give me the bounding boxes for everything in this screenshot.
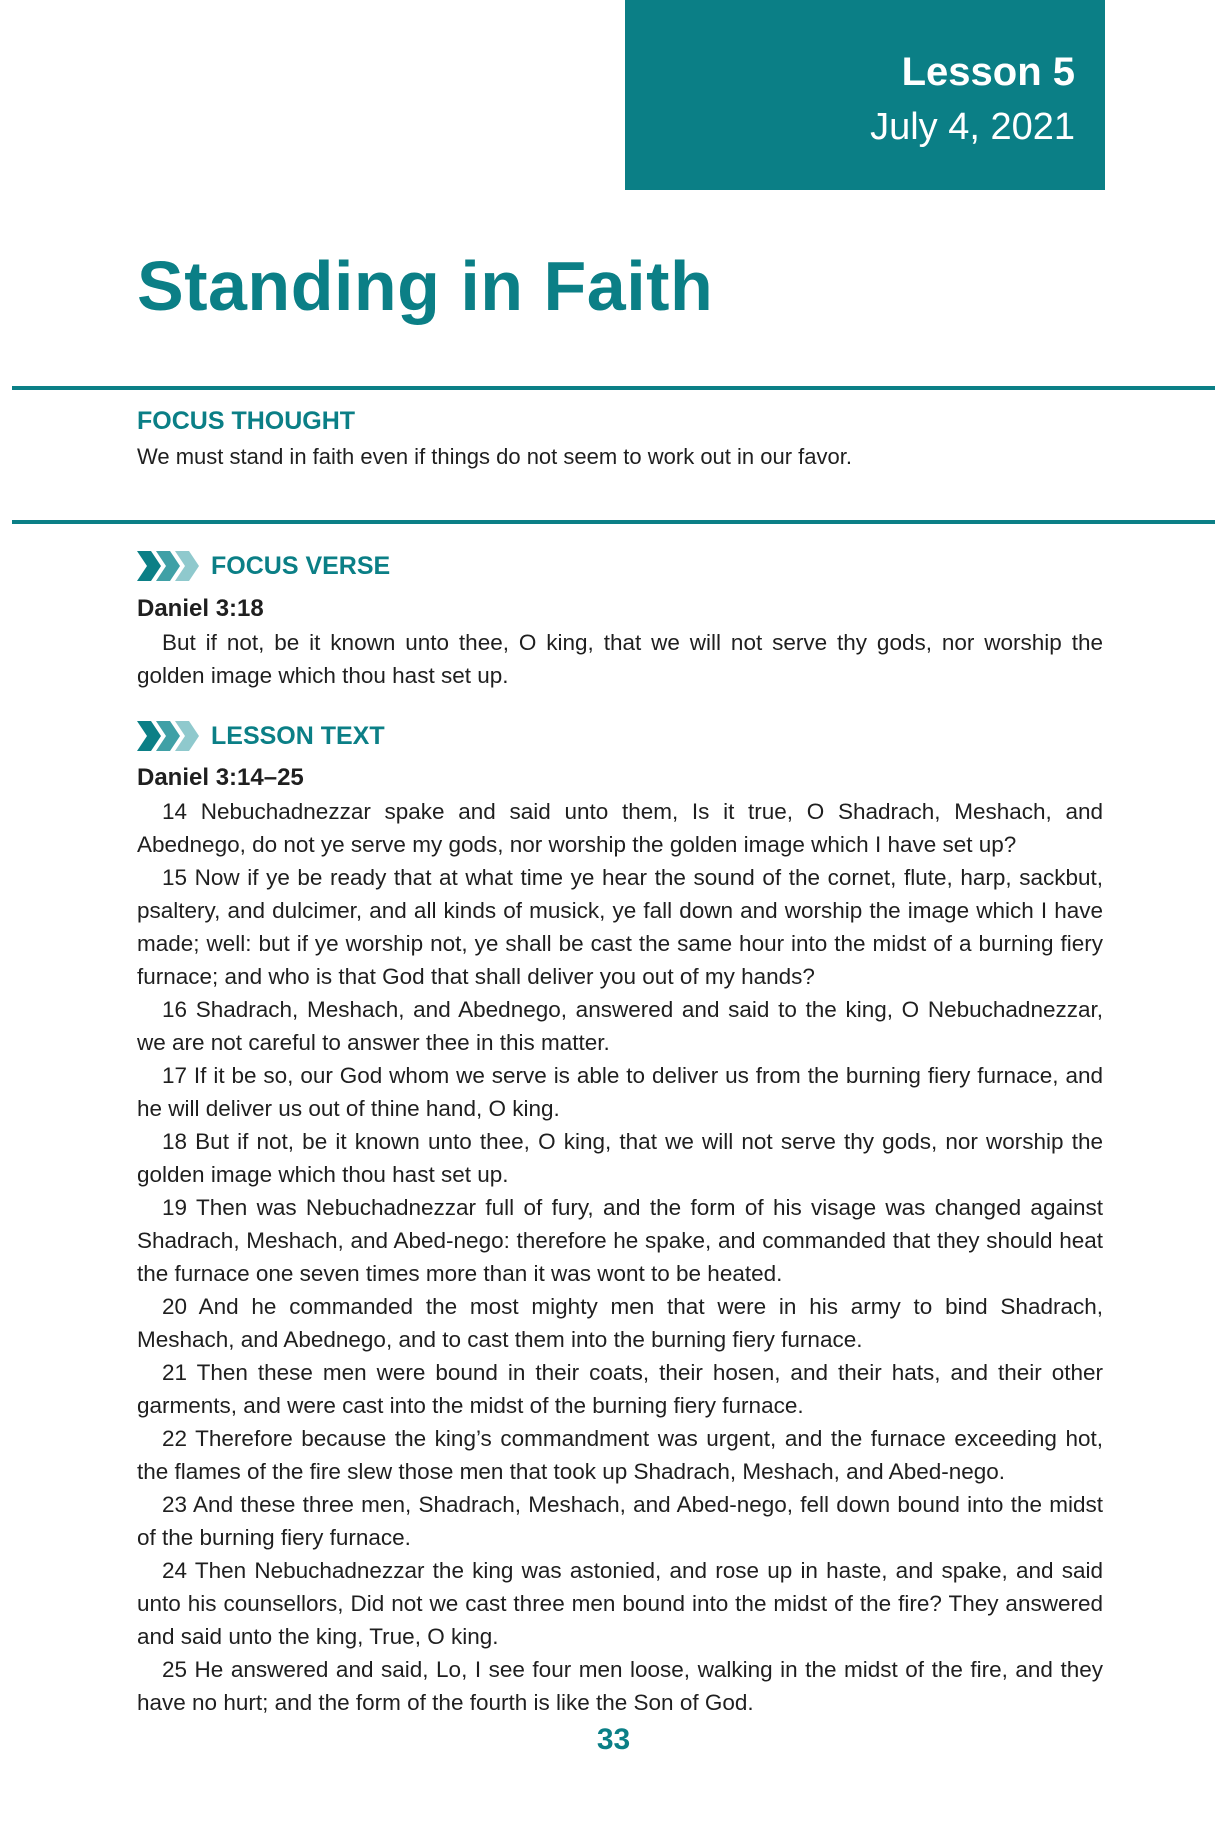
verse-18: 18 But if not, be it known unto thee, O king, that we will not serve thy gods, nor worship the golden image which thou hast set up. <box>137 1129 1103 1187</box>
focus-verse-body <box>137 626 1103 692</box>
verse-24: 24 Then Nebuchadnezzar the king was astonied, and rose up in haste, and spake, and said unto his counsellors, Did not we cast three men bound into the midst of the fire? They answered and said unto the king, True, O king. <box>137 1558 1103 1649</box>
focus-thought-text: We must stand in faith even if things do not seem to work out in our favor. <box>137 444 852 469</box>
verse-21: 21 Then these men were bound in their coats, their hosen, and their hats, and their other garments, and were cast into the midst of the burning fiery furnace. <box>137 1360 1103 1418</box>
verse-15: 15 Now if ye be ready that at what time ye hear the sound of the cornet, flute, harp, sackbut, psaltery, and dulcimer, and all kinds of musick, ye fall down and worship the image which I have made; well: but if ye worship not, ye shall be cast the same hour into the midst of a burning fiery furnace; and who is that God that shall deliver you out of my hands? <box>137 865 1103 989</box>
verse-20: 20 And he commanded the most mighty men that were in his army to bind Shadrach, Meshach, and Abednego, and to cast them into the burning fiery furnace. <box>137 1294 1103 1352</box>
verse-14: 14 Nebuchadnezzar spake and said unto them, Is it true, O Shadrach, Meshach, and Abednego, do not ye serve my gods, nor worship the golden image which I have set up? <box>137 799 1103 857</box>
lesson-number: Lesson 5 <box>901 50 1075 94</box>
lesson-text-reference: Daniel 3:14–25 <box>137 764 304 791</box>
triple-chevron-icon <box>137 721 201 751</box>
focus-verse-header <box>137 548 390 584</box>
verse-17: 17 If it be so, our God whom we serve is able to deliver us from the burning fiery furnace, and he will deliver us out of thine hand, O king. <box>137 1063 1103 1121</box>
verse-22: 22 Therefore because the king’s commandment was urgent, and the furnace exceeding hot, the flames of the fire slew those men that took up Shadrach, Meshach, and Abed-nego. <box>137 1426 1103 1484</box>
lesson-date: July 4, 2021 <box>870 106 1075 148</box>
top-divider <box>12 386 1215 390</box>
focus-verse-text: But if not, be it known unto thee, O king, that we will not serve thy gods, nor worship the golden image which thou hast set up. <box>137 630 1103 688</box>
verse-19: 19 Then was Nebuchadnezzar full of fury, and the form of his visage was changed against Shadrach, Meshach, and Abed-nego: therefore he spake, and commanded that they should heat the furnace one seven times more than it was wont to be heated. <box>137 1195 1103 1286</box>
verse-16: 16 Shadrach, Meshach, and Abednego, answered and said to the king, O Nebuchadnezzar, we are not careful to answer thee in this matter. <box>137 997 1103 1055</box>
page-number: 33 <box>596 1723 631 1756</box>
lesson-text-header <box>137 718 385 754</box>
lesson-text-body <box>137 795 1103 1719</box>
verse-23: 23 And these three men, Shadrach, Meshach, and Abed-nego, fell down bound into the midst of the burning fiery furnace. <box>137 1492 1103 1550</box>
verse-25: 25 He answered and said, Lo, I see four men loose, walking in the midst of the fire, and they have no hurt; and the form of the fourth is like the Son of God. <box>137 1657 1103 1715</box>
bottom-divider <box>12 520 1215 524</box>
focus-verse-reference: Daniel 3:18 <box>137 595 264 622</box>
focus-verse-heading: FOCUS VERSE <box>211 551 391 580</box>
focus-thought-heading: FOCUS THOUGHT <box>137 407 356 435</box>
page-title: Standing in Faith <box>137 247 714 325</box>
lesson-text-heading: LESSON TEXT <box>211 721 385 750</box>
triple-chevron-icon <box>137 551 201 581</box>
lesson-header-box <box>625 0 1105 190</box>
